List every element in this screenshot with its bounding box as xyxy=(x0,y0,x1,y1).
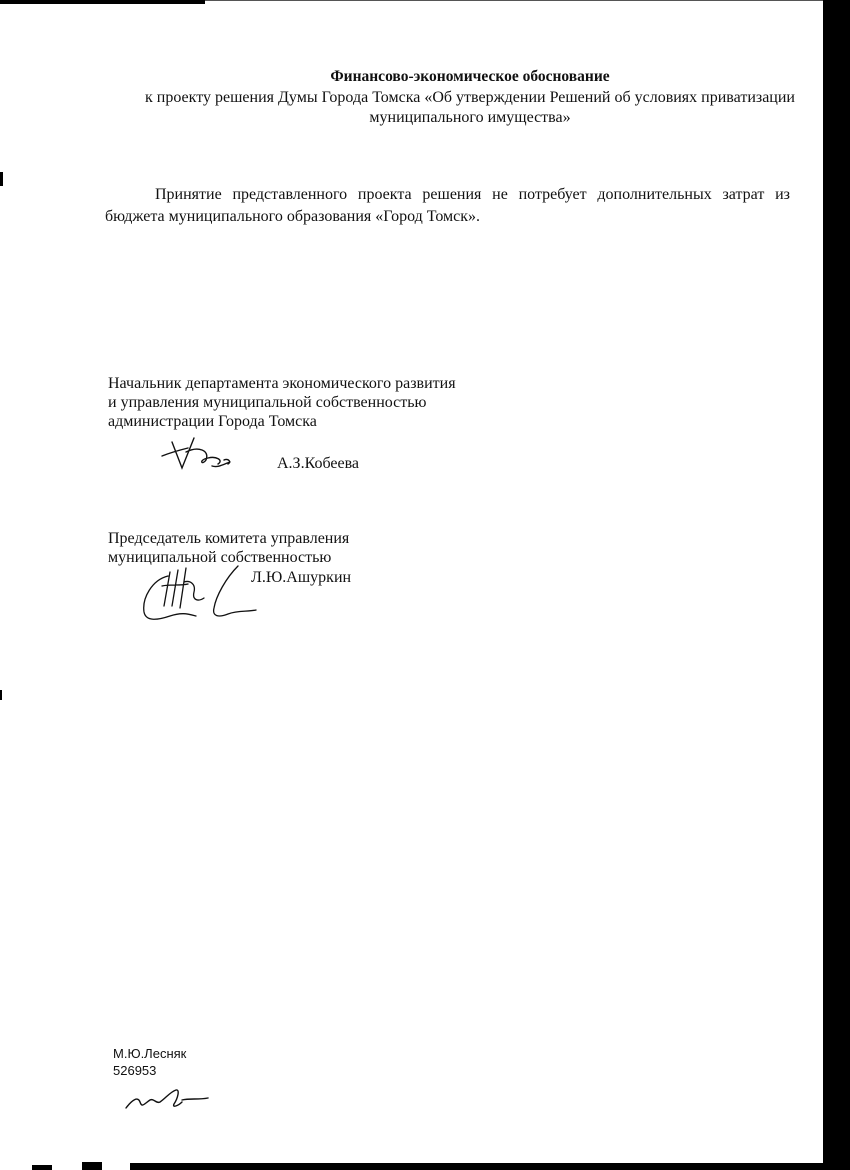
scan-border-top-thin xyxy=(205,0,823,1)
signature-icon xyxy=(138,562,260,628)
signature-icon xyxy=(158,430,236,474)
signatory-1-position-line: и управления муниципальной собственностью xyxy=(108,394,427,411)
signatory-2-name: Л.Ю.Ашуркин xyxy=(251,569,352,586)
document-title: Финансово-экономическое обоснование xyxy=(330,68,610,85)
signature-icon xyxy=(122,1086,214,1112)
signatory-2-position-line: Председатель комитета управления xyxy=(108,530,350,547)
signatory-1-name: А.З.Кобеева xyxy=(277,455,360,472)
signatory-1-position xyxy=(108,374,528,431)
scan-mark xyxy=(82,1162,102,1170)
scan-mark xyxy=(0,172,3,186)
scan-border-bottom xyxy=(130,1163,823,1170)
executor-phone: 526953 xyxy=(113,1063,157,1078)
signatory-2-position-line: муниципальной собственностью xyxy=(108,549,332,566)
scan-mark xyxy=(32,1165,52,1170)
document-body: Принятие представленного проекта решения не потребует дополнительных затрат из бюджета муниципального образования «Город Томск». xyxy=(105,186,790,225)
scan-mark xyxy=(0,690,2,700)
signatory-1-position-line: Начальник департамента экономического развития xyxy=(108,375,456,392)
signatory-1-position-line: администрации Города Томска xyxy=(108,413,317,430)
document-subtitle: к проекту решения Думы Города Томска «Об утверждении Решений об условиях приватизации муниципального имущества» xyxy=(145,89,795,126)
executor-name: М.Ю.Лесняк xyxy=(113,1046,187,1061)
scan-border-top xyxy=(0,0,205,4)
scan-border-right xyxy=(823,0,850,1170)
